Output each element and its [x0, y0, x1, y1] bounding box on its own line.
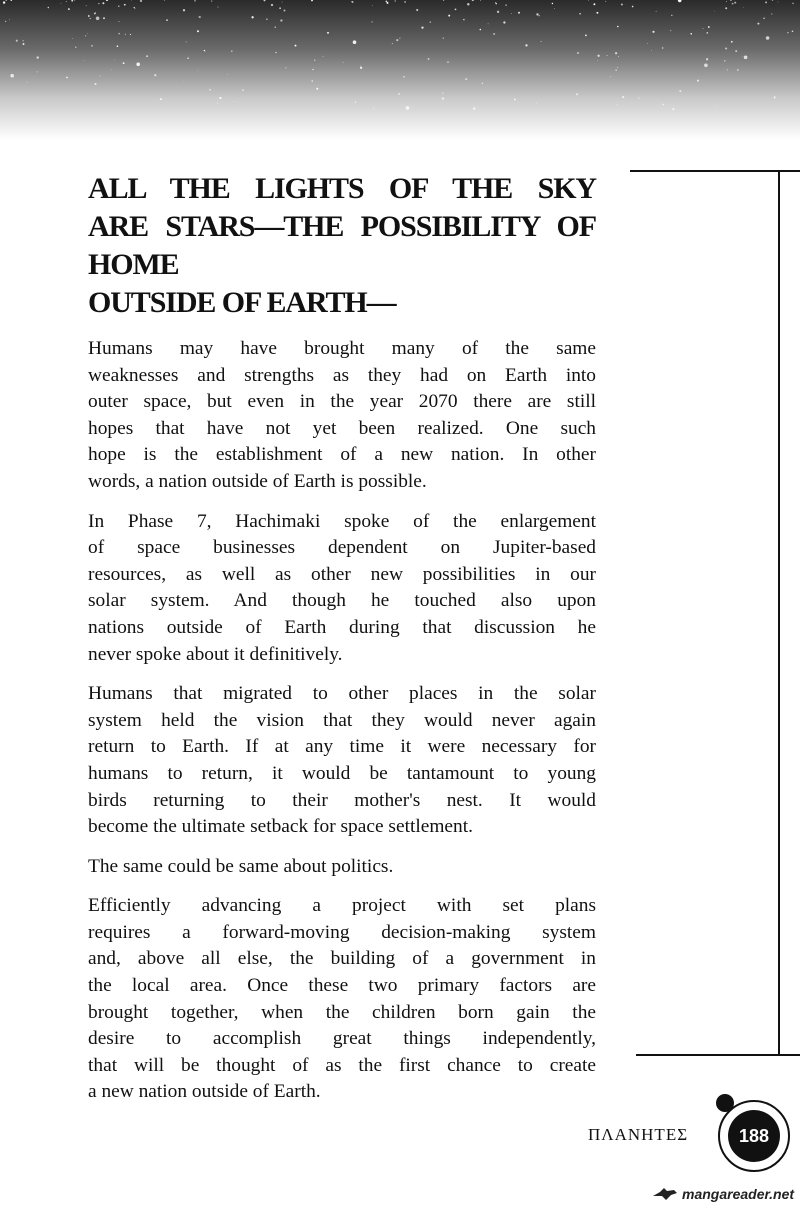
star-speck [27, 82, 28, 83]
star-speck [670, 30, 671, 31]
star-speck [146, 55, 148, 57]
star-speck [757, 23, 759, 25]
star-speck [576, 93, 578, 95]
text-line: never spoke about it definitively. [88, 643, 343, 665]
star-speck [618, 56, 619, 57]
star-speck [766, 36, 770, 40]
star-speck [96, 17, 100, 21]
star-speck [86, 5, 87, 6]
star-speck [107, 79, 108, 80]
crow-icon [652, 1186, 678, 1202]
star-speck [585, 35, 587, 37]
star-speck [744, 56, 748, 60]
star-speck [227, 74, 228, 75]
star-speck [187, 57, 189, 59]
watermark [652, 1186, 794, 1202]
star-speck [514, 99, 516, 101]
article [88, 170, 596, 1119]
star-speck [727, 69, 728, 70]
star-speck [285, 67, 286, 68]
star-speck [734, 2, 736, 4]
star-speck [621, 3, 623, 5]
planet-dot-icon [716, 1094, 734, 1112]
star-speck [617, 67, 618, 68]
star-speck [596, 12, 598, 14]
star-speck [536, 103, 537, 104]
star-speck [66, 1, 67, 2]
star-speck [5, 21, 6, 22]
star-speck [473, 107, 475, 109]
star-speck [95, 12, 96, 13]
star-speck [605, 1, 606, 2]
star-speck [184, 81, 185, 82]
star-speck [679, 90, 681, 92]
star-speck [61, 3, 62, 4]
text-line: weaknesses and strengths as they had on Earth into [88, 364, 596, 386]
star-speck [355, 102, 356, 103]
star-speck [311, 80, 313, 82]
paragraph-5 [88, 893, 596, 1106]
starfield-header [0, 0, 800, 140]
star-speck [792, 30, 794, 32]
star-speck [610, 76, 611, 77]
star-speck [130, 34, 131, 35]
text-line: The same could be same about politics. [88, 855, 394, 877]
star-speck [735, 50, 737, 52]
text-line: a new nation outside of Earth. [88, 1081, 321, 1103]
star-speck [406, 106, 410, 110]
star-speck [467, 3, 469, 5]
star-speck [68, 8, 70, 10]
star-speck [124, 4, 126, 6]
star-speck [343, 62, 344, 63]
star-speck [48, 7, 50, 9]
star-speck [205, 51, 206, 52]
star-speck [37, 71, 38, 72]
page-number: 188 [738, 1125, 770, 1146]
text-line: return to Earth. If at any time it were necessary for [88, 736, 596, 758]
star-speck [87, 33, 88, 34]
star-speck [428, 58, 430, 60]
star-speck [111, 69, 112, 70]
star-speck [774, 96, 776, 98]
text-line: of space businesses dependent on Jupiter-based [88, 537, 596, 559]
star-speck [217, 103, 218, 104]
text-line: hopes that have not yet been realized. One such [88, 417, 596, 439]
star-speck [271, 4, 273, 6]
star-speck [662, 47, 664, 49]
star-speck [496, 3, 497, 4]
star-speck [279, 7, 281, 9]
star-speck [360, 65, 361, 66]
star-speck [480, 0, 481, 1]
text-line: brought together, when the children born gain the [88, 1001, 596, 1023]
star-speck [503, 21, 505, 23]
text-line: solar system. And though he touched also upon [88, 590, 596, 612]
star-speck [10, 74, 14, 78]
star-speck [282, 2, 283, 3]
star-speck [742, 56, 743, 57]
paragraph-2 [88, 509, 596, 669]
star-speck [394, 0, 395, 1]
star-speck [197, 70, 198, 71]
star-speck [280, 19, 282, 21]
star-speck [118, 21, 119, 22]
star-speck [88, 15, 90, 17]
star-speck [352, 2, 353, 3]
star-speck [3, 1, 5, 3]
star-speck [552, 3, 553, 4]
star-speck [66, 77, 68, 79]
headline-line: OUTSIDE OF EARTH— [88, 286, 396, 319]
star-speck [725, 7, 727, 9]
star-speck [134, 7, 135, 8]
star-speck [242, 89, 244, 91]
star-speck [392, 43, 393, 44]
star-speck [706, 32, 708, 34]
star-speck [125, 34, 126, 35]
text-line: system held the vision that they would never again [88, 709, 596, 731]
star-speck [615, 52, 617, 54]
star-speck [652, 31, 654, 33]
star-speck [597, 60, 598, 61]
star-speck [114, 59, 115, 60]
star-speck [511, 13, 512, 14]
star-speck [314, 60, 315, 61]
star-speck [690, 33, 692, 35]
star-speck [83, 60, 84, 61]
star-speck [488, 23, 489, 24]
star-speck [704, 64, 708, 68]
paragraph-4 [88, 854, 596, 881]
star-speck [123, 62, 125, 64]
star-speck [194, 0, 195, 1]
star-speck [442, 92, 443, 93]
star-speck [708, 26, 710, 28]
star-speck [386, 1, 388, 3]
star-speck [266, 18, 268, 20]
star-speck [85, 35, 86, 36]
star-speck [98, 3, 99, 4]
star-speck [714, 11, 715, 12]
star-speck [731, 41, 733, 43]
star-speck [632, 6, 634, 8]
star-speck [421, 26, 423, 28]
star-speck [323, 56, 324, 57]
star-speck [118, 33, 120, 35]
star-speck [616, 104, 617, 105]
star-speck [283, 9, 285, 11]
star-speck [554, 8, 555, 9]
text-line: birds returning to their mother's nest. It would [88, 789, 596, 811]
star-speck [725, 47, 727, 49]
star-speck [706, 58, 708, 60]
star-speck [656, 11, 657, 12]
star-speck [778, 2, 779, 3]
side-rule-vertical [778, 170, 780, 1056]
text-line: desire to accomplish great things independently, [88, 1028, 596, 1050]
star-speck [541, 41, 542, 42]
side-rule-top [630, 170, 800, 172]
star-speck [743, 7, 744, 8]
text-line: Humans may have brought many of the same [88, 338, 596, 359]
text-line: In Phase 7, Hachimaki spoke of the enlargement [88, 510, 596, 532]
star-speck [160, 98, 162, 100]
star-speck [697, 80, 699, 82]
page-number-badge [728, 1110, 780, 1162]
star-speck [463, 19, 465, 21]
star-speck [275, 52, 276, 53]
star-speck [579, 13, 580, 14]
star-speck [23, 40, 24, 41]
star-speck [647, 43, 648, 44]
star-speck [724, 60, 725, 61]
star-speck [404, 1, 406, 3]
star-speck [663, 104, 665, 106]
star-speck [211, 1, 212, 2]
text-line: Humans that migrated to other places in the solar [88, 683, 596, 705]
star-speck [312, 69, 314, 71]
star-speck [765, 1, 767, 3]
star-speck [387, 2, 389, 4]
star-speck [251, 16, 253, 18]
star-speck [16, 40, 18, 42]
star-speck [373, 108, 374, 109]
star-speck [183, 9, 185, 11]
star-speck [316, 88, 318, 90]
star-speck [638, 97, 639, 98]
star-speck [103, 17, 105, 19]
book-title: ΠΛΑΝΗΤΕΣ [588, 1125, 689, 1144]
headline-line: ARE STARS—THE POSSIBILITY OF HOME [88, 210, 596, 281]
star-speck [154, 74, 156, 76]
star-speck [763, 17, 765, 19]
watermark-text: mangareader.net [682, 1186, 795, 1202]
star-speck [274, 26, 276, 28]
star-speck [231, 50, 232, 51]
text-line: Efficiently advancing a project with set plans [88, 895, 596, 917]
star-speck [295, 45, 297, 47]
text-line: requires a forward-moving decision-making system [88, 921, 596, 943]
headline-line: ALL THE LIGHTS OF THE SKY [88, 172, 596, 205]
star-speck [726, 1, 727, 2]
star-speck [204, 50, 205, 51]
star-speck [577, 52, 579, 54]
star-speck [482, 83, 483, 84]
star-speck [372, 5, 373, 6]
star-speck [102, 2, 104, 4]
paragraph-1 [88, 336, 596, 496]
star-speck [622, 96, 624, 98]
star-speck [186, 41, 187, 42]
star-speck [455, 9, 457, 11]
star-speck [792, 3, 793, 4]
star-speck [716, 106, 717, 107]
star-speck [497, 12, 498, 13]
star-speck [91, 45, 92, 46]
star-speck [399, 38, 400, 39]
star-speck [353, 40, 357, 44]
star-speck [771, 13, 772, 14]
text-line: hope is the establishment of a new nation. In other [88, 444, 596, 466]
star-speck [136, 63, 140, 67]
star-speck [217, 7, 218, 8]
star-speck [360, 67, 362, 69]
star-speck [327, 32, 329, 34]
text-line: the local area. Once these two primary factors are [88, 975, 596, 997]
text-line: nations outside of Earth during that discussion he [88, 616, 596, 638]
star-speck [199, 16, 201, 18]
star-speck [615, 69, 616, 70]
star-speck [9, 19, 10, 20]
star-speck [505, 4, 507, 6]
star-speck [588, 0, 589, 1]
text-line: resources, as well as other new possibilities in our [88, 563, 596, 585]
star-speck [703, 28, 704, 29]
text-line: words, a nation outside of Earth is possible. [88, 470, 427, 492]
text-line: humans to return, it would be tantamount to young [88, 762, 596, 784]
star-speck [443, 37, 444, 38]
star-speck [493, 33, 495, 35]
star-speck [442, 97, 444, 99]
side-rule-bottom [636, 1054, 800, 1056]
star-speck [117, 45, 119, 47]
star-speck [94, 83, 96, 85]
star-speck [23, 43, 25, 45]
star-speck [465, 78, 467, 80]
article-headline [88, 170, 596, 322]
star-speck [651, 50, 652, 51]
star-speck [593, 3, 595, 5]
star-speck [403, 76, 405, 78]
text-line: become the ultimate setback for space settlement. [88, 816, 473, 838]
star-speck [94, 13, 96, 15]
star-speck [536, 13, 538, 15]
paragraph-3 [88, 681, 596, 841]
text-line: that will be thought of as the first chance to create [88, 1054, 596, 1076]
star-speck [671, 15, 673, 17]
star-speck [72, 38, 73, 39]
star-speck [597, 55, 599, 57]
star-speck [100, 75, 101, 76]
star-speck [209, 89, 211, 91]
star-speck [118, 6, 119, 7]
star-speck [233, 101, 234, 102]
star-speck [37, 56, 39, 58]
star-speck [416, 9, 418, 11]
star-speck [219, 97, 221, 99]
star-speck [197, 30, 199, 32]
star-speck [447, 61, 448, 62]
star-speck [737, 69, 738, 70]
star-speck [732, 3, 734, 5]
text-line: and, above all else, the building of a government in [88, 948, 596, 970]
star-speck [617, 26, 619, 28]
star-speck [480, 29, 482, 31]
star-speck [371, 21, 372, 22]
star-speck [672, 108, 674, 110]
star-speck [448, 15, 450, 17]
star-speck [166, 19, 168, 21]
star-speck [90, 18, 91, 19]
star-speck [525, 44, 527, 46]
star-speck [75, 46, 77, 48]
star-speck [518, 12, 520, 14]
star-speck [430, 21, 432, 23]
star-speck [396, 39, 398, 41]
star-speck [539, 15, 540, 16]
star-speck [398, 93, 399, 94]
star-speck [607, 55, 608, 56]
text-line: outer space, but even in the year 2070 there are still [88, 391, 596, 413]
star-speck [787, 32, 788, 33]
